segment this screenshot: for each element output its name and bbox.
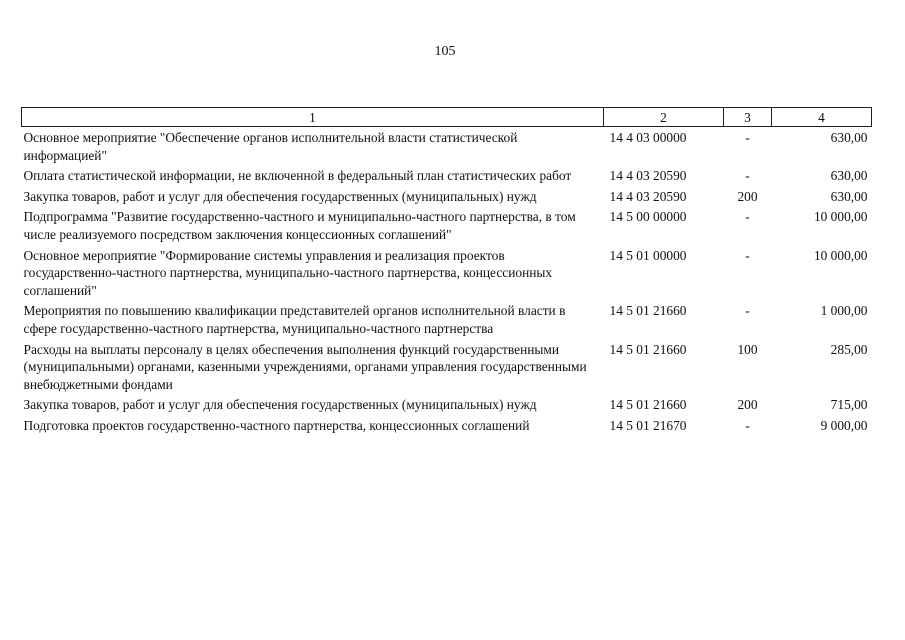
row-name-cell: Подготовка проектов государственно-частного партнерства, концессионных соглашений [23, 417, 530, 433]
table-body [22, 127, 872, 438]
row-sum-cell: 1 000,00 [820, 303, 868, 319]
row-name-cell: Оплата статистической информации, не включенной в федеральный план статистических работ [23, 168, 572, 184]
header-row [22, 108, 872, 127]
row-code-cell: 14 5 01 00000 [609, 247, 687, 263]
row-sum-cell: 715,00 [830, 397, 868, 413]
table-row [22, 167, 872, 188]
row-type-cell: - [745, 130, 750, 145]
table-row [22, 341, 872, 397]
row-code-cell: 14 4 03 20590 [609, 168, 687, 184]
table-row [22, 208, 872, 246]
row-type-cell: - [745, 168, 750, 184]
row-sum-cell: 10 000,00 [813, 247, 868, 263]
row-sum-cell: 630,00 [830, 188, 868, 204]
table-row [22, 188, 872, 209]
header-cell-type: 3 [724, 108, 772, 127]
row-name-cell: Основное мероприятие "Формирование системы управления и реализация проектов государственно-частного партнерства, муниципально-частного партнерства, концессионных соглашений" [23, 247, 553, 298]
row-type-cell: - [745, 417, 750, 433]
row-type-cell: 200 [737, 188, 758, 204]
table-row [22, 127, 872, 168]
row-type-cell: 200 [737, 397, 758, 413]
header-cell-sum: 4 [772, 108, 872, 127]
table-row [22, 396, 872, 417]
table-row [22, 247, 872, 303]
budget-table [21, 107, 872, 438]
row-code-cell: 14 4 03 00000 [609, 130, 687, 145]
row-sum-cell: 9 000,00 [820, 417, 868, 433]
row-sum-cell: 630,00 [830, 130, 868, 145]
row-sum-cell: 10 000,00 [813, 209, 868, 225]
row-code-cell: 14 4 03 20590 [609, 188, 687, 204]
row-code-cell: 14 5 01 21660 [609, 341, 687, 357]
header-cell-name: 1 [22, 108, 604, 127]
row-type-cell: 100 [737, 341, 758, 357]
table-row [22, 417, 872, 438]
row-code-cell: 14 5 01 21670 [609, 417, 687, 433]
row-name-cell: Расходы на выплаты персоналу в целях обеспечения выполнения функций государственными (муниципальными) органами, казенными учреждениями, органами управления государственными внебюджетными фондами [23, 341, 587, 392]
row-type-cell: - [745, 303, 750, 319]
row-code-cell: 14 5 01 21660 [609, 397, 687, 413]
row-name-cell: Подпрограмма "Развитие государственно-частного и муниципально-частного партнерства, в том числе реализуемого посредством заключения концессионных соглашений" [23, 209, 576, 242]
table-header [22, 108, 872, 127]
row-name-cell: Закупка товаров, работ и услуг для обеспечения государственных (муниципальных) нужд [23, 188, 537, 204]
row-code-cell: 14 5 00 00000 [609, 209, 687, 225]
header-cell-code: 2 [604, 108, 724, 127]
table-row [22, 302, 872, 340]
row-type-cell: - [745, 209, 750, 225]
row-name-cell: Закупка товаров, работ и услуг для обеспечения государственных (муниципальных) нужд [23, 397, 537, 413]
row-name-cell: Мероприятия по повышению квалификации представителей органов исполнительной власти в сфере государственно-частного партнерства, муниципально-частного партнерства [23, 303, 566, 336]
row-code-cell: 14 5 01 21660 [609, 303, 687, 319]
row-type-cell: - [745, 247, 750, 263]
row-name-cell: Основное мероприятие "Обеспечение органов исполнительной власти статистической информацией" [23, 130, 518, 163]
row-sum-cell: 630,00 [830, 168, 868, 184]
page-number: 105 [434, 44, 456, 59]
row-sum-cell: 285,00 [830, 341, 868, 357]
